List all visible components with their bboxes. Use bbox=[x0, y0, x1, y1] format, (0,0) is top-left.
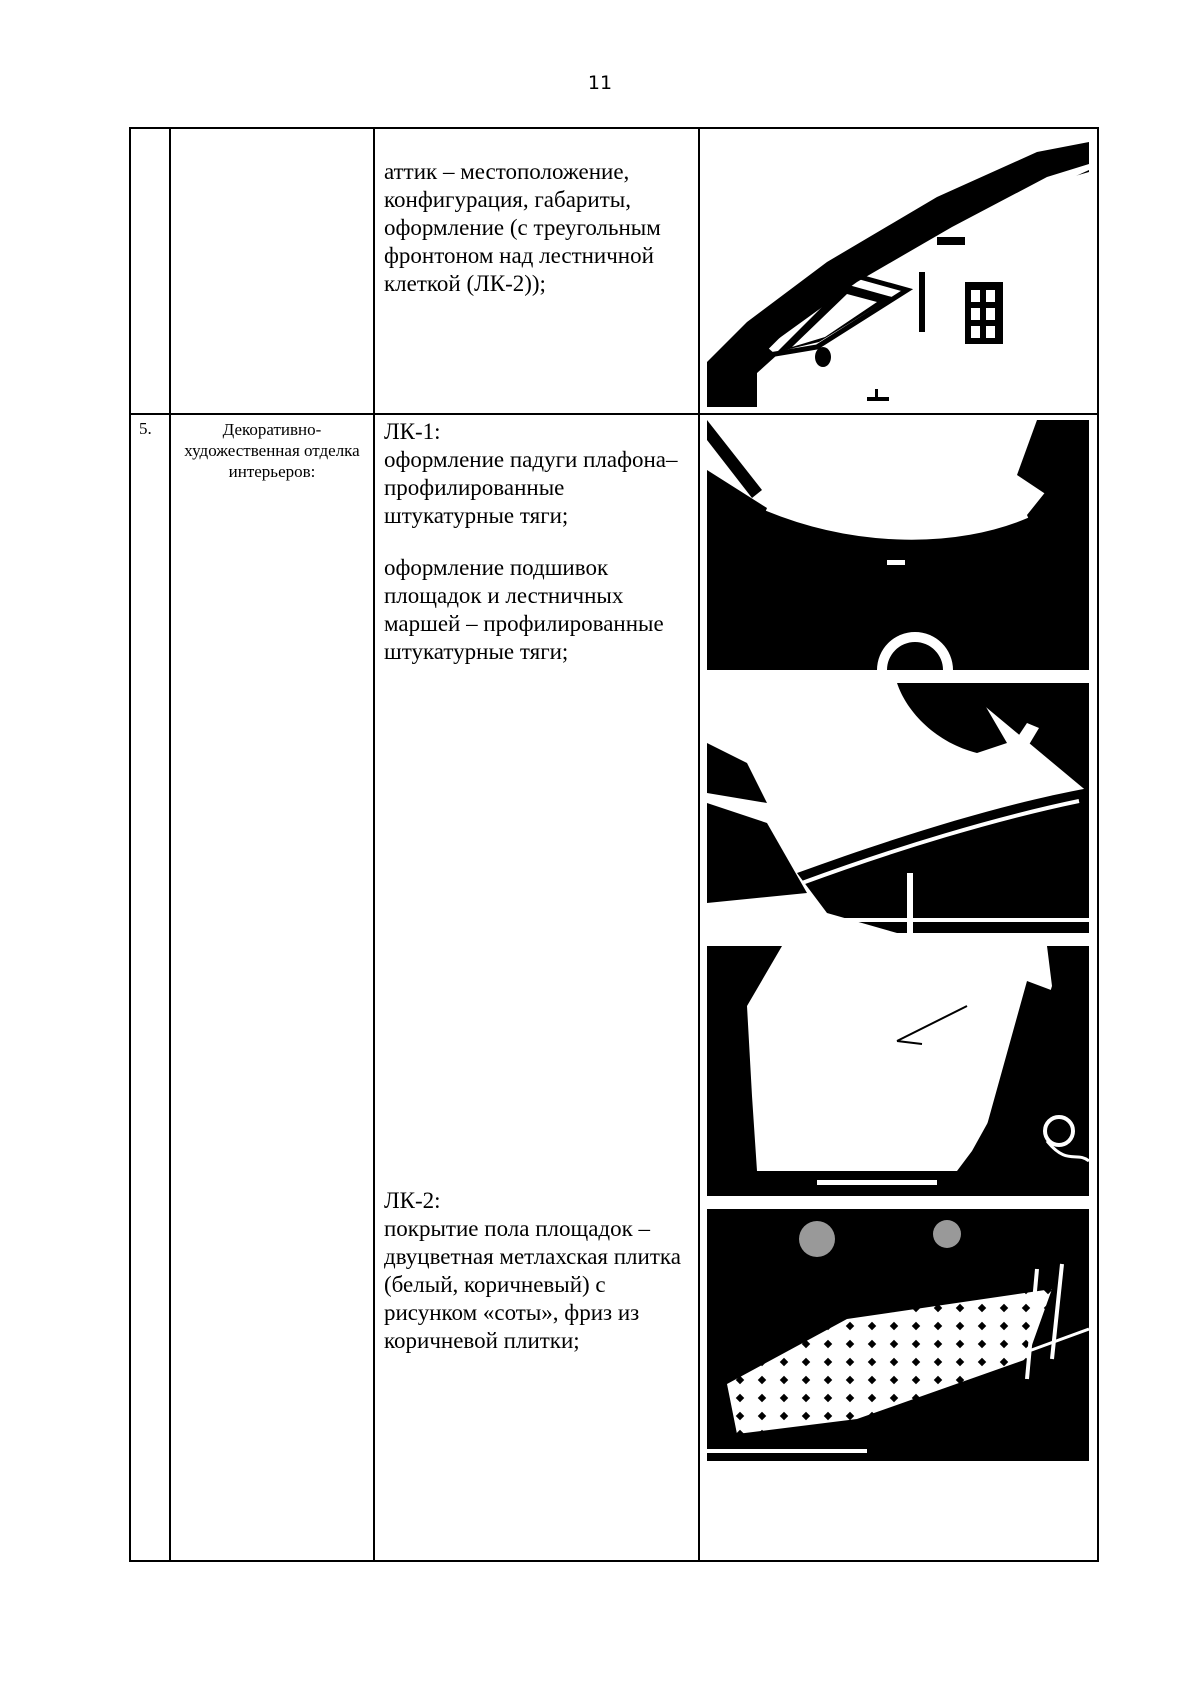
stair-soffit-photo bbox=[707, 683, 1089, 933]
column-divider-1 bbox=[169, 127, 171, 1562]
heritage-elements-table bbox=[129, 127, 1099, 1562]
table-border-right bbox=[1097, 127, 1099, 1562]
lk2-paragraph-floor: покрытие пола площадок – двуцветная метлахская плитка (белый, коричневый) с рисунком «соты», фриз из коричневой плитки; bbox=[384, 1216, 681, 1353]
table-border-bottom bbox=[129, 1560, 1099, 1562]
tiled-floor-photo bbox=[707, 1209, 1089, 1461]
lk1-paragraph-cove: оформление падуги плафона– профилированные штукатурные тяги; bbox=[384, 447, 678, 528]
section-number: 5. bbox=[139, 419, 152, 438]
table-border-top bbox=[129, 127, 1099, 129]
ceiling-cove-photo bbox=[707, 420, 1089, 670]
ceiling-landing-photo bbox=[707, 946, 1089, 1196]
column-divider-3 bbox=[698, 127, 700, 1562]
row1-description: аттик – местоположение, конфигурация, габариты, оформление (с треугольным фронтоном над лестничной клеткой (ЛК-2)); bbox=[384, 159, 661, 296]
page-number: 11 bbox=[587, 72, 613, 94]
lk1-paragraph-soffit: оформление подшивок площадок и лестничных маршей – профилированные штукатурные тяги; bbox=[384, 555, 664, 664]
section-title: Декоративно-художественная отделка интерьеров: bbox=[184, 420, 360, 481]
lk1-heading: ЛК-1: bbox=[384, 419, 441, 444]
row-divider bbox=[129, 413, 1099, 415]
lk2-heading: ЛК-2: bbox=[384, 1188, 441, 1213]
facade-pediment-photo bbox=[707, 142, 1089, 407]
table-border-left bbox=[129, 127, 131, 1562]
column-divider-2 bbox=[373, 127, 375, 1562]
